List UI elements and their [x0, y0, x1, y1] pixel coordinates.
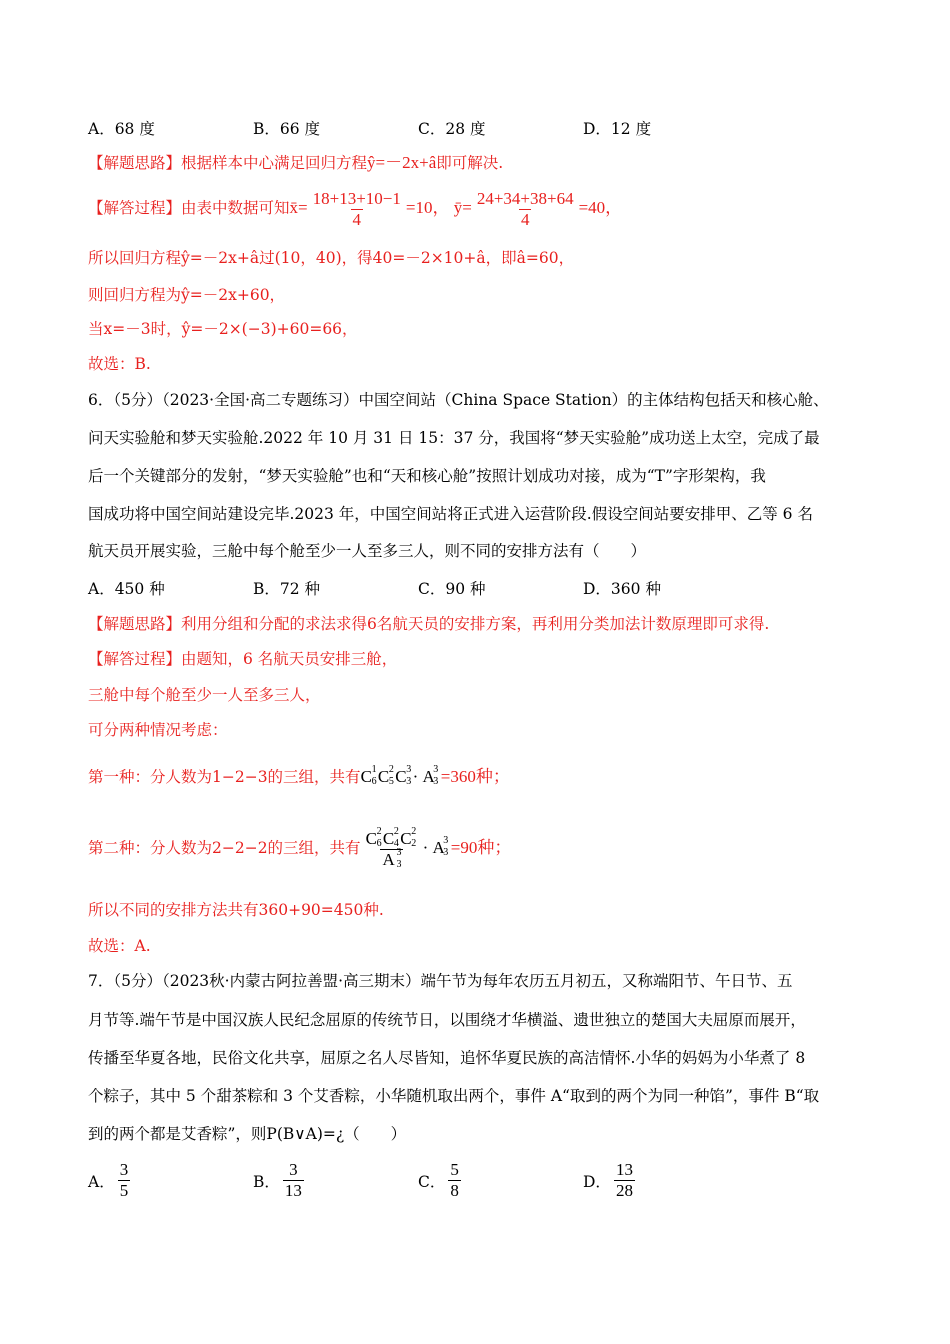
xbar-value: =10， — [405, 198, 450, 217]
q5-option-d: D．12 度 — [583, 120, 652, 138]
q6-case1-formula: C 1 6 C 2 5 C 3 3 · A 3 3 — [360, 764, 439, 787]
q6-stem-3: 后一个关键部分的发射，“梦天实验舱”也和“天和核心舱”按照计划成功对接，成为“T”字形架构，我 — [88, 467, 766, 485]
xbar-den: 4 — [352, 209, 361, 229]
q7-option-a-label: A． — [88, 1172, 115, 1191]
ybar-value: =40， — [578, 198, 623, 217]
q6-case2-formula: C 2 6 C 2 4 C 2 2 A 3 3 · A 3 3 — [365, 825, 449, 870]
q6-option-c: C．90 种 — [418, 580, 486, 598]
q5-process-line3: 所以回归方程ŷ=－2x+â过(10，40)，得40=－2×10+â，即â=60， — [88, 249, 575, 267]
q6-stem-5: 航天员开展实验，三舱中每个舱至少一人至多三人，则不同的安排方法有（ ） — [88, 542, 647, 560]
q6-case1-post: =360种； — [440, 767, 510, 786]
q5-process-line4: 则回归方程为ŷ=－2x+60， — [88, 286, 286, 304]
q6-case-2 — [88, 822, 511, 874]
q6-case2-pre: 第二种：分人数为2−2−2的三组，共有 — [88, 839, 361, 857]
q7-option-b-num: 3 — [289, 1160, 298, 1179]
q6-answer: 故选：A. — [88, 937, 151, 955]
q5-proc-pre: 由表中数据可知 — [181, 199, 290, 217]
ybar-num: 24+34+38+64 — [476, 188, 574, 208]
q6-case-1 — [88, 766, 510, 788]
q5-hint-tag: 【解题思路】 — [88, 154, 182, 172]
q6-option-b: B．72 种 — [253, 580, 321, 598]
q6-stem-1: 6．（5分）（2023·全国·高二专题练习）中国空间站（China Space Station）的主体结构包括天和核心舱、 — [88, 391, 829, 409]
q6-case1-pre: 第一种：分人数为1−2−3的三组，共有 — [88, 768, 361, 786]
q7-option-d — [583, 1160, 638, 1201]
q7-option-d-num: 13 — [615, 1160, 633, 1179]
q7-option-d-label: D． — [583, 1172, 611, 1191]
q6-case2-post: =90种； — [450, 838, 512, 857]
q6-hint: 【解题思路】利用分组和分配的求法求得6名航天员的安排方案，再利用分类加法计数原理即可求得. — [88, 615, 770, 633]
q6-process-2: 三舱中每个舱至少一人至多三人， — [88, 686, 321, 704]
q7-stem-4: 个粽子，其中 5 个甜茶粽和 3 个艾香粽，小华随机取出两个，事件 A“取到的两个为同一种馅”，事件 B“取 — [88, 1087, 820, 1105]
q6-total: 所以不同的安排方法共有360+90=450种. — [88, 901, 384, 919]
q7-stem-3: 传播至华夏各地，民俗文化共享，屈原之名人尽皆知，追怀华夏民族的高洁情怀.小华的妈妈为小华煮了 8 — [88, 1049, 806, 1067]
q7-option-d-den: 28 — [615, 1181, 633, 1200]
q6-option-d: D．360 种 — [583, 580, 661, 598]
q5-hint-post: 即可解决. — [436, 154, 504, 172]
q7-option-b-label: B． — [253, 1172, 280, 1191]
q5-hint-pre: 根据样本中心满足回归方程 — [181, 154, 368, 172]
q7-stem-2: 月节等.端午节是中国汉族人民纪念屈原的传统节日，以围绕才华横溢、遗世独立的楚国大夫屈原而展开， — [88, 1011, 806, 1029]
q5-option-c: C．28 度 — [418, 120, 486, 138]
ybar-den: 4 — [520, 209, 530, 229]
q7-option-c-num: 5 — [450, 1160, 459, 1179]
xbar-num: 18+13+10−1 — [312, 188, 401, 208]
q7-option-a-num: 3 — [119, 1160, 129, 1179]
q5-proc-tag: 【解答过程】 — [88, 199, 182, 217]
q5-process-line5: 当x=－3时，ŷ=－2×(−3)+60=66， — [88, 320, 358, 338]
q7-option-b — [253, 1160, 307, 1201]
q7-stem-5: 到的两个都是艾香粽”，则P(B∨A)=¿（ ） — [88, 1125, 407, 1143]
q7-option-b-den: 13 — [284, 1181, 302, 1200]
q5-answer: 故选：B. — [88, 355, 151, 373]
q5-process-line1: 【解答过程】由表中数据可知x̄= $\frac{18+13+10-1}{4}$ =10， ȳ= $\frac{24+34+38+64}{4}$ =40， — [88, 188, 623, 229]
q6-option-a: A．450 种 — [88, 580, 165, 598]
q6-stem-2: 问天实验舱和梦天实验舱.2022 年 10 月 31 日 15：37 分，我国将“梦天实验舱”成功送上太空，完成了最 — [88, 429, 820, 447]
q7-option-a — [88, 1160, 133, 1201]
q7-option-c — [418, 1160, 464, 1201]
q7-stem-1: 7．（5分）（2023秋·内蒙古阿拉善盟·高三期末）端午节为每年农历五月初五，又称端阳节、午日节、五 — [88, 972, 793, 990]
xbar-fraction — [311, 189, 403, 230]
q7-option-c-label: C． — [418, 1172, 446, 1191]
q5-option-a: A．68 度 — [88, 120, 155, 138]
q5-hint-eq: ŷ=－2x+â — [367, 153, 437, 172]
q5-option-b: B．66 度 — [253, 120, 321, 138]
q7-option-c-den: 8 — [450, 1181, 459, 1200]
q6-process-1: 【解答过程】由题知，6 名航天员安排三舱， — [88, 650, 398, 668]
q5-hint — [88, 152, 503, 174]
q6-stem-4: 国成功将中国空间站建设完毕.2023 年，中国空间站将正式进入运营阶段.假设空间站要安排甲、乙等 6 名 — [88, 505, 813, 523]
ybar-fraction — [475, 189, 576, 230]
q6-process-3: 可分两种情况考虑： — [88, 721, 228, 739]
q7-option-a-den: 5 — [119, 1181, 129, 1200]
